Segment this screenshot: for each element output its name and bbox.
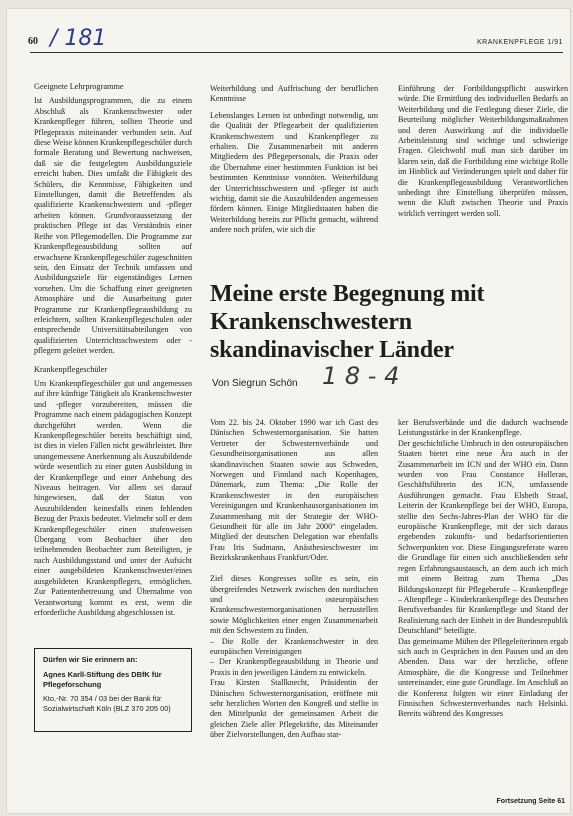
box-account: Kto.-Nr. 70 354 / 03 bei der Bank für Sozialwirtschaft Köln (BLZ 370 205 00): [43, 694, 171, 713]
handwritten-note: 1 8 - 4: [322, 362, 400, 390]
paragraph: Einführung der Fortbildungspflicht auswirken würde. Die Ermittlung des individuellen Bedarfs an Weiterbildung und die Festlegung dieser Ziele, die Beurteilung möglicher Weiterbildungsmaßnahmen und deren Auswirkung auf die individuelle Arbeitsleistung sind wichtige und schwierige Fragen. Gleichwohl muß man sich darüber im klaren sein, daß die Fortbildung eine wichtige Rolle im Hinblick auf Veränderungen spielt und daher für die Krankenpflegeausbildung Verantwortlichen unbedingt ihre Einstellung überprüfen müssen, wenn die Kluft zwischen Theorie und Praxis wirklich verringert werden soll.: [398, 84, 568, 218]
header-rule: [30, 52, 563, 53]
left-column: [34, 74, 192, 624]
article-headline: Meine erste Begegnung mit Krankenschwestern skandinavischer Länder: [210, 281, 485, 363]
paragraph: Um Krankenpflegeschüler gut und angemessen auf ihre künftige Tätigkeit als Krankenschwester und -pfleger vorzubereiten, müssen die Programme nach einem pädagogischen Konzept durchgeführt werden. Wenn die Krankenpflegeschüler bereits beschäftigt sind, ist dies in vielen Fällen nicht gewährleistet. Ihre unangemessene Anerkennung als Auszubildende würde wesentlich zu einer guten Ausbildung in der Krankenpflege und einer Anhebung des Niveaus beitragen. Vor allem sei darauf hingewiesen, daß der Status von Auszubildenden keinesfalls einen fehlenden Bezug der Praxis bedeutet. Vielmehr soll er dem Krankenpflegeschüler einen stufenweisen Übergang vom Beobachter über den teilnehmenden Beobachter zum Beteiligten, je nach Ausbildungsstand und unter der Aufsicht einer ausgebildeten Krankenschwester/eines ausgebildeten Krankenpflegers, ermöglichen. Zur Patientenbetreuung und Übernahme von Verantwortung kommt es erst, wenn die erforderliche Ausbildung abgeschlossen ist.: [34, 378, 192, 617]
page-number: 60: [28, 36, 38, 47]
article-column-middle: [210, 418, 378, 810]
section-heading: Krankenpflegeschüler: [34, 364, 108, 374]
paragraph: Weiterbildung und Auffrischung der beruflichen Kenntnisse: [210, 84, 378, 104]
paragraph: Ist Ausbildungsprogrammen, die zu einem Abschluß als Krankenschwester oder Krankenpfleger führen, sollten Theorie und Pflegepraxis miteinander verbunden sein. Auf diese Weise können Krankenpflegeschüler durch formale Beratung und Bewertung nachweisen, daß sie die festgelegten Ausbildungsziele erreicht haben. Dies umfaßt die Fähigkeit des Schülers, die Kenntnisse, Fähigkeiten und Einstellungen, damit die Betreffenden als qualifizierte Krankenschwestern und -pfleger arbeiten können. Grundvoraussetzung der praktischen Pflege ist das Verständnis einer Reihe von Pflegemodellen. Die Programme zur Krankenpflegeausbildung sollten auf erwachsene Krankenpflegeschüler zugeschnitten sein, den Einsatz der Technik umfassen und Ausbildungsziele für eigenständiges Lernen vorsehen. Um die Schaffung einer geeigneten Atmosphäre und die Ausarbeitung guter Programme zur Krankenpflegeausbildung zu erleichtern, sollten Krankenpflegeschulen oder entsprechende Universitätsabteilungen von qualifizierten Unterrichtsschwestern oder -pflegern geleitet werden.: [34, 96, 192, 356]
running-head: KRANKENPFLEGE 1/91: [476, 39, 563, 46]
box-organization: Agnes Karll-Stiftung des DBfK für Pflegeforschung: [43, 670, 162, 689]
donation-info-box: [34, 648, 192, 732]
article-text: Vom 22. bis 24. Oktober 1990 war ich Gast des Dänischen Schwesternorganisation. Sie hatten Vertreter der Schwesternverbände und Gesundheitsorganisationen aus allen skandinavischen Staaten sowie aus Schweden, Norwegen und Finnland nach Kopenhagen, Dänemark, zum Thema: „Die Rolle der Krankenschwester in den europäischen Vereinigungen und Krankenhausorganisationen im Zusammenhang mit der Strategie der WHO-Gesundheit für alle im Jahr 2000“ eingeladen. Mitglied der deutschen Delegation war ebenfalls Frau Iris Sudmann, Anästhesieschwester im Bezirkskrankenhaus Frankfurt/Oder. Ziel dieses Kongresses sollte es sein, ein übergreifendes Netzwerk zwischen den nordischen und osteuropäischen Krankenschwesternorganisationen herzustellen sowie Möglichkeiten einer engen Zusammenarbeit mit den Schwestern zu finden. – Die Rolle der Krankenschwester in den europäischen Vereinigungen – Der Krankenpflegeausbildung in Theorie und Praxis in den jeweiligen Ländern zu entwickeln. Frau Kirsten Stallknecht, Präsidentin der Dänischen Schwesternorganisation, eröffnete mit sehr herzlichen Worten den Kongreß und stellte in den Mittelpunkt der gemeinsamen Arbeit die gleichen Ziele aller Pflegekräfte, das Miteinander über Zielvorstellungen, den Aufbau star-: [210, 418, 378, 740]
right-column-top: [398, 84, 568, 264]
article-column-right: [398, 418, 568, 796]
document-page: [6, 8, 571, 814]
continuation-note: Fortsetzung Seite 61: [496, 798, 565, 805]
box-title: Dürfen wir Sie erinnern an:: [43, 655, 138, 664]
article-text: ker Berufsverbände und die dadurch wachsende Leistungsstärke in der Krankenpflege. Der geschichtliche Umbruch in den osteuropäischen Staaten bietet eine neue Ära auch in der Zusammenarbeit im ICN und der WHO ein. Dann wurden von Frau Constance Holleran, Geschäftsführerin des ICN, umfassende Ausführungen gemacht. Frau Elsbeth Straal, Leiterin der Krankenpflege bei der WHO, Europa, stellte den Sechs-Jahres-Plan der WHO für die europäische Krankenpflege, mit der sich daraus ergebenden zukunfts- und bedarfsorientierten Schwerpunkten vor. Diese Eingangsreferate waren die Grundlage für einen sich anschließenden sehr regen Erfahrungsaustausch, an dem auch ich mich mit einem Beitrag zum Thema „Das Bildungskonzept für Pflegeberufe – Krankenpflege – Altenpflege – Kinderkrankenpflege des Deutschen Berufsverbandes für Krankenpflege und Stand der Realisierung nach der Einheit in der Bundesrepublik Deutschland“ beteiligte. Das gemeinsame Mühen der Pflegeleiterinnen ergab sich auch in Gesprächen in den Pausen und an den Abenden. Dass war der herzliche, offene Atmosphäre, die die Kongresse und Teilnehmer untereinander, eine gute Grundlage. Im Anschluß an die Konferenz folgten wir einer Einladung der Finnischen Schwesternverbandes nach Helsinki. Bereits während des Kongresses: [398, 418, 568, 719]
section-heading: Geeignete Lehrprogramme: [34, 82, 124, 91]
handwritten-page-number: / 181: [50, 26, 107, 51]
middle-column-top: [210, 84, 378, 264]
paragraph: Lebenslanges Lernen ist unbedingt notwendig, um die Qualität der Pflegearbeit der qualifizierten Krankenschwestern und Krankenpfleger zu erhalten. Die Zusammenarbeit mit anderen Mitgliedern des Pflegepersonals, die Praxis oder die Übernahme einer bestimmten Funktion ist bei bestimmten Kenntnisse vonnöten. Weiterbildung der Unterrichtsschwestern und -pfleger ist auch wichtig, damit sie die Auszubildenden angemessen fördern können. Einige Mitgliedstaaten haben die Weiterbildung bereits zur Pflicht gemacht, während andere noch prüfen, wie sich die: [210, 110, 378, 235]
article-author: Von Siegrun Schön: [212, 378, 298, 389]
